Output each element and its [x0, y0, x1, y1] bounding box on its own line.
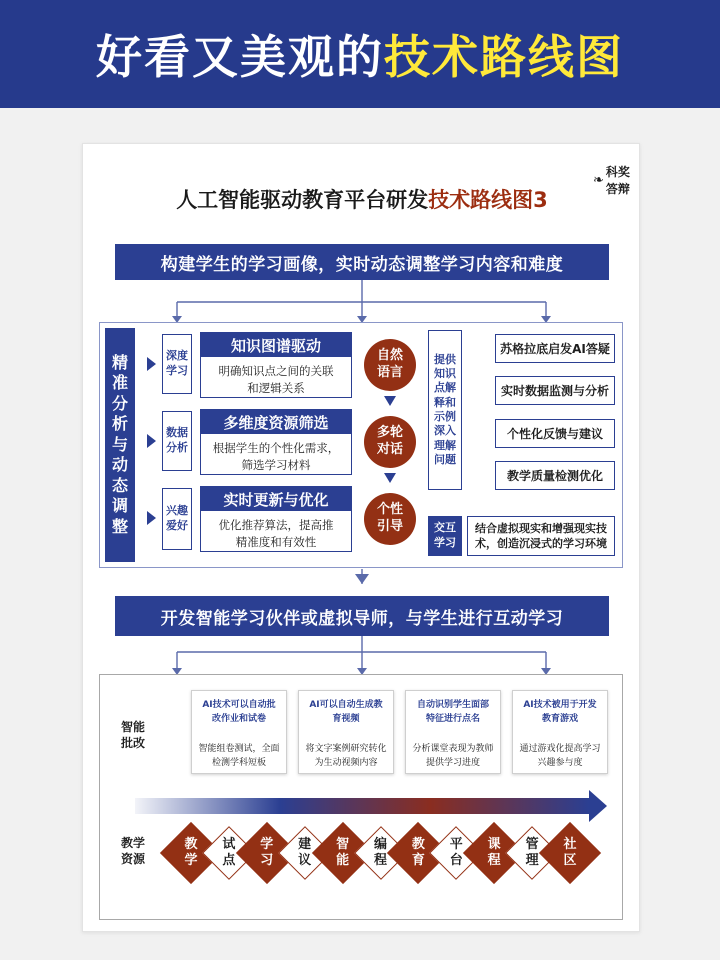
progress-arrow-bar — [135, 798, 589, 814]
circle-personal-guide — [364, 493, 416, 545]
tag-char: 例 — [445, 410, 456, 423]
card-head-line: AI技术可以自动批 — [202, 700, 276, 710]
feature-resource-filter — [200, 409, 352, 475]
label-smart-grading — [111, 720, 155, 751]
card-head — [299, 691, 393, 737]
feature-desc-line: 筛选学习材料 — [241, 457, 311, 472]
card-head-line: AI可以自动生成教 — [309, 700, 383, 710]
roadmap-card — [82, 143, 640, 932]
item-socratic-ai — [495, 334, 615, 363]
side-label-precision — [105, 328, 135, 562]
header-banner — [0, 0, 720, 108]
card-head-line: 育视频 — [332, 713, 360, 724]
tag-char: 深 — [434, 424, 445, 438]
circle-multi-turn — [364, 416, 416, 468]
side-label-char: 析 — [111, 414, 128, 434]
diamond-char: 能 — [336, 853, 350, 868]
tag-knowledge-explain — [428, 330, 462, 490]
diamond-char: 试 — [222, 836, 236, 852]
top-goal-text: 构建学生的学习画像，实时动态调整学习内容和难度 — [160, 254, 564, 275]
card-head — [192, 691, 286, 737]
tag-text: 深度 — [166, 349, 188, 363]
doc-title-highlight: 技术路线图3 — [428, 188, 548, 212]
diamond-char: 议 — [298, 853, 312, 868]
item-text: 实时数据监测与分析 — [500, 384, 609, 398]
card-head-line: 教育游戏 — [541, 713, 578, 724]
circle-text: 多轮 — [376, 425, 403, 441]
card-body-line: 兴趣参与度 — [537, 757, 583, 768]
arrow-right-icon — [147, 434, 156, 448]
tag-char: 点 — [434, 381, 445, 395]
side-label-char: 准 — [111, 373, 128, 393]
diamond-char: 学 — [260, 836, 274, 852]
diamond-char: 理 — [525, 853, 539, 868]
feature-title: 知识图谱驱动 — [201, 333, 351, 357]
diamond-char: 智 — [336, 836, 350, 852]
diamond-char: 建 — [298, 836, 312, 852]
diamond-char: 习 — [260, 853, 274, 868]
tag-column — [434, 353, 445, 467]
card-body — [513, 737, 607, 770]
tag-char: 问 — [434, 452, 445, 466]
diamond-char: 编 — [373, 836, 387, 852]
doc-title-main: 人工智能驱动教育平台研发 — [176, 188, 429, 212]
card-auto-grading — [191, 690, 287, 774]
side-label-char: 精 — [111, 352, 128, 372]
card-head-line: AI技术被用于开发 — [523, 700, 597, 710]
tag-char: 解 — [445, 381, 456, 395]
side-label-char: 态 — [111, 475, 128, 495]
card-body-line: 将文字案例研究转化 — [305, 744, 387, 754]
header-title-white: 好看又美观的 — [96, 30, 384, 84]
diamond-char: 学 — [184, 853, 198, 868]
item-personal-feedback — [495, 419, 615, 448]
card-body-line: 检测学科短板 — [211, 757, 266, 768]
desc-line: 结合虚拟现实和增强现实技 — [475, 521, 607, 535]
tag-char: 识 — [445, 367, 456, 381]
tag-text: 兴趣 — [166, 504, 188, 518]
interactive-learning-desc — [467, 516, 615, 556]
label-text: 批改 — [120, 735, 145, 750]
diamond-char: 课 — [487, 836, 501, 852]
diamond-char: 区 — [563, 853, 577, 868]
circle-text: 语言 — [376, 365, 403, 380]
side-label-char: 动 — [111, 455, 128, 475]
tag-text: 学习 — [166, 364, 188, 377]
feature-desc — [201, 357, 351, 396]
diamond-char: 育 — [411, 853, 425, 868]
side-label-char: 整 — [111, 516, 128, 536]
feature-desc — [201, 434, 351, 473]
card-auto-video — [298, 690, 394, 774]
card-body-line: 提供学习进度 — [425, 757, 480, 768]
feature-desc-line: 精准度和有效性 — [235, 534, 317, 549]
tag-char: 示 — [434, 410, 445, 423]
diamond-char: 程 — [373, 853, 387, 868]
feature-desc-line: 和逻辑关系 — [247, 380, 305, 395]
card-body — [406, 737, 500, 770]
label-text: 智能 — [120, 720, 145, 734]
circle-natural-language — [364, 339, 416, 391]
arrow-down-icon — [384, 473, 396, 483]
card-edu-games — [512, 690, 608, 774]
circle-text: 对话 — [376, 442, 403, 457]
circle-text: 个性 — [376, 502, 403, 518]
diamond-char: 程 — [487, 853, 501, 868]
diamond-char: 平 — [449, 836, 463, 852]
card-body-line: 分析课堂表现为教师 — [412, 744, 494, 754]
item-quality-check — [495, 461, 615, 490]
tag-data-analysis — [162, 411, 192, 471]
tag-deep-learning — [162, 334, 192, 394]
card-face-recognition — [405, 690, 501, 774]
diamond-char: 管 — [525, 836, 539, 852]
card-body — [299, 737, 393, 770]
feature-desc-line: 明确知识点之间的关联 — [218, 364, 334, 378]
tag-char: 解 — [445, 438, 456, 452]
circle-text: 引导 — [376, 519, 403, 534]
tag-char: 理 — [434, 438, 445, 452]
side-label-char: 与 — [111, 434, 128, 454]
diamond-char: 点 — [222, 853, 236, 868]
circle-text: 自然 — [376, 348, 403, 364]
header-title-yellow: 技术路线图 — [384, 30, 624, 84]
diamond-label — [550, 827, 590, 879]
feature-desc — [201, 511, 351, 550]
tag-column — [445, 353, 456, 467]
card-body-line: 为生动视频内容 — [314, 757, 378, 768]
desc-line: 术，创造沉浸式的学习环境 — [475, 537, 607, 550]
tag-char: 知 — [434, 367, 445, 381]
middle-goal-banner — [115, 596, 609, 636]
arrow-down-icon — [384, 396, 396, 406]
middle-goal-text: 开发智能学习伙伴或虚拟导师，与学生进行互动学习 — [160, 608, 564, 629]
card-head-line: 特征进行点名 — [425, 713, 480, 724]
side-label-char: 分 — [111, 393, 128, 413]
diamond-char: 教 — [411, 836, 425, 852]
feature-realtime-update — [200, 486, 352, 552]
progress-arrow-head-icon — [589, 790, 607, 822]
diamond-char: 台 — [449, 853, 463, 868]
top-goal-banner — [115, 244, 609, 280]
tag-text: 分析 — [166, 441, 188, 454]
item-realtime-monitor — [495, 376, 615, 405]
card-head — [406, 691, 500, 737]
label-text: 资源 — [120, 851, 145, 866]
tag-text: 交互 — [434, 521, 456, 535]
card-body-line: 通过游戏化提高学习 — [519, 744, 601, 754]
tag-char: 供 — [445, 352, 456, 366]
feature-desc-line: 优化推荐算法，提高推 — [218, 518, 334, 532]
card-head — [513, 691, 607, 737]
tag-text: 爱好 — [166, 519, 188, 532]
tag-interest — [162, 488, 192, 550]
tag-interactive-learning — [428, 516, 462, 556]
tag-char: 释 — [434, 395, 445, 409]
label-text: 教学 — [120, 836, 145, 850]
feature-desc-line: 根据学生的个性化需求， — [212, 441, 340, 455]
feature-title: 多维度资源筛选 — [201, 410, 351, 434]
header-title — [96, 21, 624, 87]
tag-char: 入 — [445, 424, 456, 438]
feature-knowledge-graph — [200, 332, 352, 398]
diamond-char: 社 — [563, 836, 577, 852]
arrow-right-icon — [147, 357, 156, 371]
arrow-right-icon — [147, 511, 156, 525]
tag-char: 提 — [434, 352, 445, 366]
diamond-char: 教 — [184, 836, 198, 852]
card-body — [192, 737, 286, 770]
item-text: 苏格拉底启发AI答疑 — [500, 342, 610, 356]
tag-char: 和 — [445, 395, 456, 409]
card-body-line: 智能组卷测试，全面 — [198, 744, 280, 754]
brand-mark-icon: ❧ — [593, 172, 604, 188]
item-text: 教学质量检测优化 — [506, 469, 603, 483]
card-head-line: 改作业和试卷 — [211, 713, 266, 724]
brand-name: 科奖答辩 — [605, 165, 630, 196]
card-head-line: 自动识别学生面部 — [416, 700, 489, 710]
tag-char: 题 — [445, 452, 456, 466]
side-label-char: 调 — [111, 496, 128, 516]
item-text: 个性化反馈与建议 — [506, 427, 603, 441]
tag-text: 数据 — [166, 426, 188, 440]
feature-title: 实时更新与优化 — [201, 487, 351, 511]
label-teaching-resources — [111, 836, 155, 867]
tag-text: 学习 — [434, 536, 456, 549]
